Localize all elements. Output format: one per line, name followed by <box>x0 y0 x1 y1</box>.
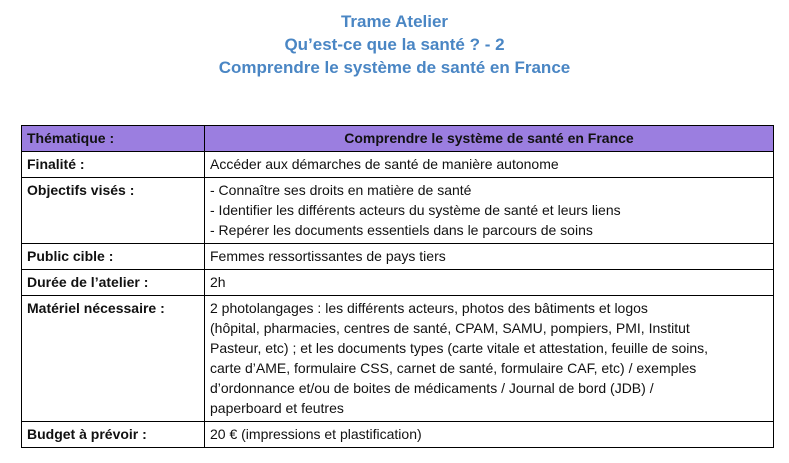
table-row-budget <box>22 422 774 448</box>
row-label: Public cible : <box>22 244 205 270</box>
row-label: Matériel nécessaire : <box>22 296 205 422</box>
value-line: (hôpital, pharmacies, centres de santé, CPAM, SAMU, pompiers, PMI, Institut <box>210 320 690 336</box>
row-value <box>205 270 774 296</box>
table-row-objectifs <box>22 178 774 244</box>
title-line-3: Comprendre le système de santé en France <box>218 58 571 77</box>
workshop-table <box>21 125 774 448</box>
document-title-block <box>0 10 789 79</box>
value-line: 2h <box>210 274 226 290</box>
table-row-duree <box>22 270 774 296</box>
value-line: Pasteur, etc) ; et les documents types (carte vitale et attestation, feuille de soins, <box>210 340 709 356</box>
row-label: Finalité : <box>22 152 205 178</box>
value-line: Femmes ressortissantes de pays tiers <box>210 248 446 264</box>
value-line: 20 € (impressions et plastification) <box>210 426 422 442</box>
value-line: d’ordonnance et/ou de boites de médicaments / Journal de bord (JDB) / <box>210 380 654 396</box>
table-row-public <box>22 244 774 270</box>
row-value <box>205 296 774 422</box>
row-label: Durée de l’atelier : <box>22 270 205 296</box>
value-line: - Repérer les documents essentiels dans le parcours de soins <box>210 222 593 238</box>
value-line: carte d’AME, formulaire CSS, carnet de santé, formulaire CAF, etc) / exemples <box>210 360 697 376</box>
value-line: Accéder aux démarches de santé de manière autonome <box>210 156 559 172</box>
header-label-cell: Thématique : <box>22 126 205 152</box>
row-value <box>205 244 774 270</box>
value-line: - Connaître ses droits en matière de santé <box>210 182 472 198</box>
row-label: Budget à prévoir : <box>22 422 205 448</box>
table-row-finalite <box>22 152 774 178</box>
row-value <box>205 152 774 178</box>
title-line-1: Trame Atelier <box>340 12 449 31</box>
value-line: - Identifier les différents acteurs du système de santé et leurs liens <box>210 202 621 218</box>
title-line-2: Qu’est-ce que la santé ? - 2 <box>284 35 505 54</box>
header-value-cell: Comprendre le système de santé en France <box>205 126 774 152</box>
value-line: 2 photolangages : les différents acteurs, photos des bâtiments et logos <box>210 300 648 316</box>
value-line: paperboard et feutres <box>210 400 344 416</box>
row-label: Objectifs visés : <box>22 178 205 244</box>
row-value <box>205 178 774 244</box>
table-header-row <box>22 126 774 152</box>
table-row-materiel <box>22 296 774 422</box>
row-value <box>205 422 774 448</box>
